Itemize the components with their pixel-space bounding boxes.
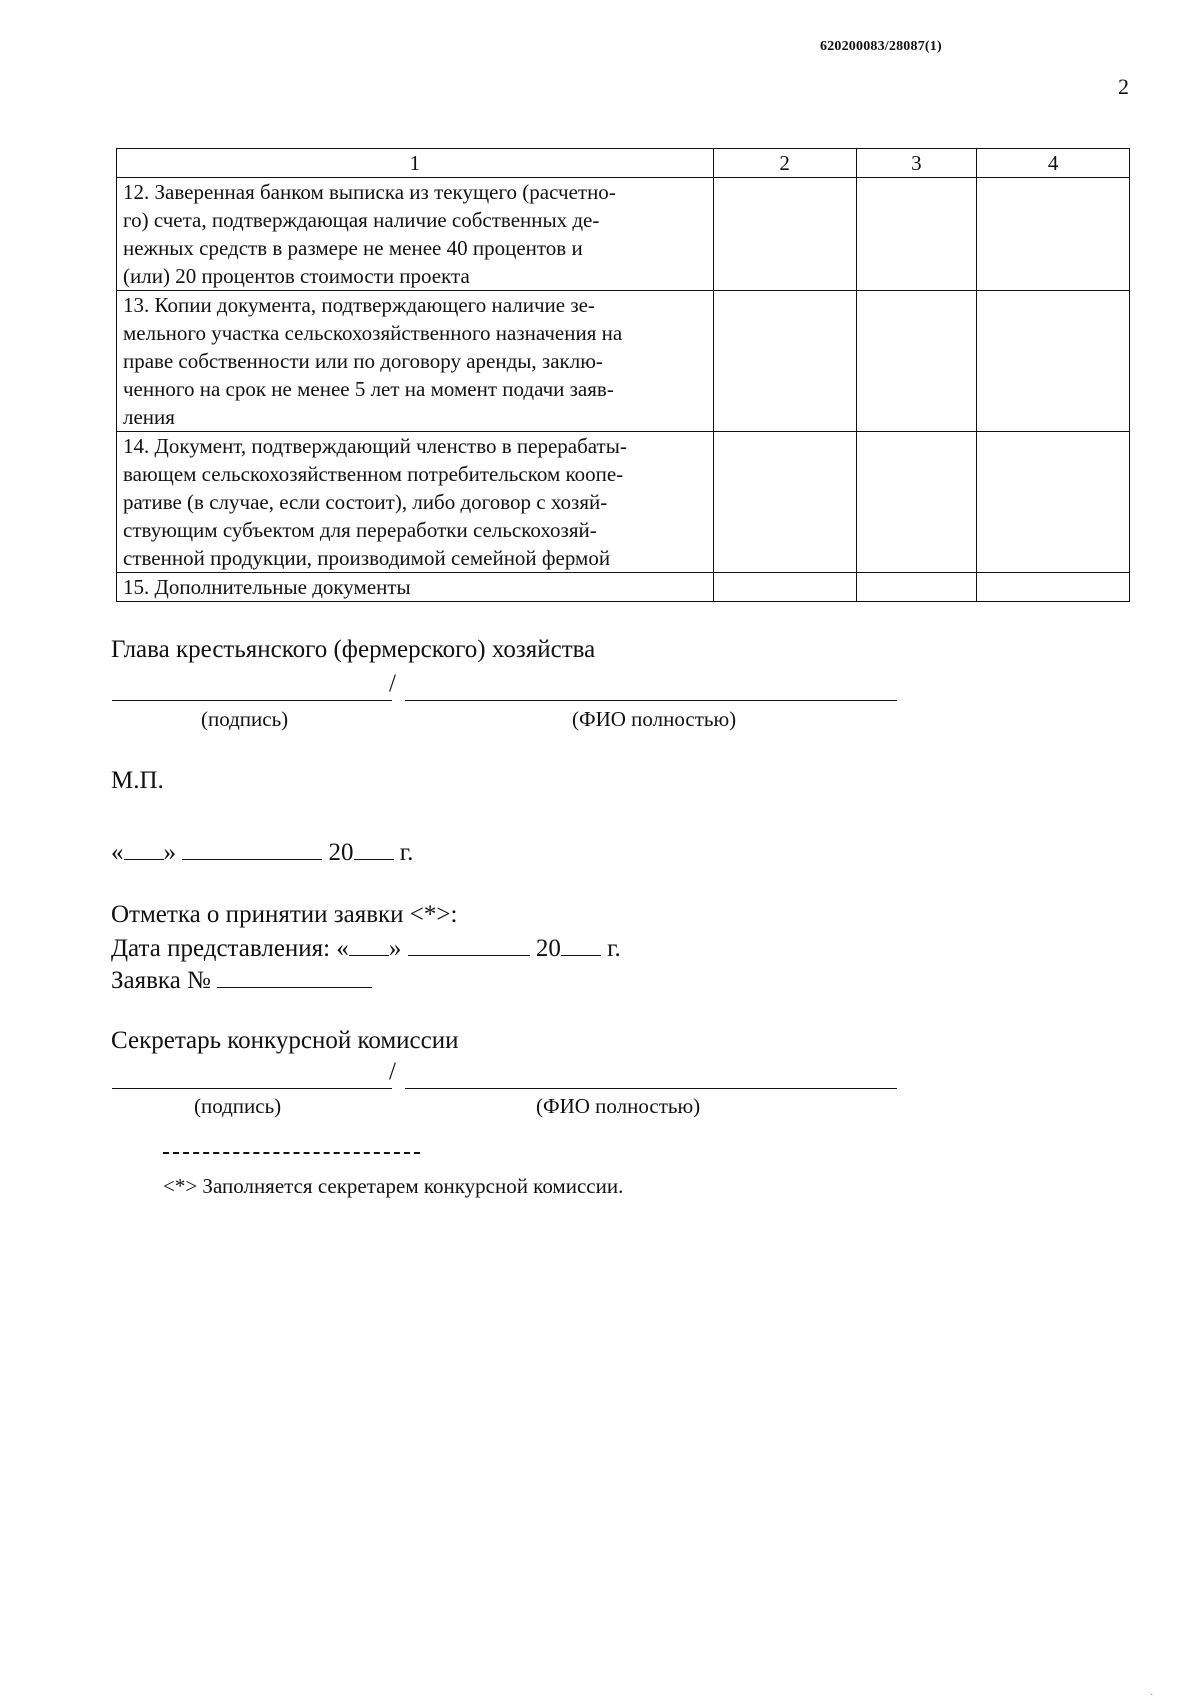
column-header: 1 <box>117 149 714 178</box>
empty-cell <box>977 432 1130 573</box>
description-line: мельного участка сельскохозяйственного назначения на <box>123 321 623 345</box>
document-description <box>117 573 714 602</box>
application-label: Заявка № <box>111 967 211 994</box>
acceptance-title: Отметка о принятии заявки <*>: <box>111 901 458 928</box>
year-field[interactable] <box>354 837 394 860</box>
page-number: 2 <box>1118 74 1129 99</box>
submission-month-field[interactable] <box>408 933 530 956</box>
application-number-line <box>111 965 372 995</box>
scan-speck: · <box>1150 1690 1154 1701</box>
description-line: 14. Документ, подтверждающий членство в перерабаты- <box>123 434 627 458</box>
description-line: ративе (в случае, если состоит), либо договор с хозяй- <box>123 490 608 514</box>
description-line: ственной продукции, производимой семейной фермой <box>123 546 611 570</box>
empty-cell <box>713 178 856 291</box>
open-quote: « <box>336 935 349 962</box>
head-signature-line[interactable] <box>112 700 392 701</box>
empty-cell <box>856 178 977 291</box>
empty-cell <box>977 573 1130 602</box>
empty-cell <box>856 432 977 573</box>
description-line: 12. Заверенная банком выписка из текущего (расчетно- <box>123 180 616 204</box>
open-quote: « <box>111 839 124 866</box>
description-line: (или) 20 процентов стоимости проекта <box>123 264 470 288</box>
document-description <box>117 291 714 432</box>
year-suffix: г. <box>607 935 621 962</box>
empty-cell <box>856 573 977 602</box>
column-header: 2 <box>713 149 856 178</box>
secretary-slash: / <box>389 1058 396 1085</box>
footnote: <*> Заполняется секретарем конкурсной комиссии. <box>163 1174 624 1198</box>
submission-day-field[interactable] <box>349 933 389 956</box>
head-name-caption: (ФИО полностью) <box>572 707 737 731</box>
year-prefix: 20 <box>535 935 561 962</box>
empty-cell <box>713 291 856 432</box>
application-number-field[interactable] <box>217 965 372 988</box>
footnote-separator <box>163 1152 420 1154</box>
head-signature-caption: (подпись) <box>201 707 289 731</box>
document-description <box>117 432 714 573</box>
empty-cell <box>977 178 1130 291</box>
description-line: вающем сельскохозяйственном потребительском коопе- <box>123 462 624 486</box>
submission-date-line <box>111 933 621 963</box>
submission-date-label: Дата представления: <box>111 935 331 962</box>
head-title: Глава крестьянского (фермерского) хозяйства <box>111 636 596 663</box>
description-line: го) счета, подтверждающая наличие собственных де- <box>123 208 600 232</box>
description-line: нежных средств в размере не менее 40 процентов и <box>123 236 583 260</box>
document-description <box>117 178 714 291</box>
description-line: ченного на срок не менее 5 лет на момент подачи заяв- <box>123 377 614 401</box>
stamp-label: М.П. <box>111 767 164 794</box>
secretary-title: Секретарь конкурсной комиссии <box>111 1027 459 1054</box>
column-header: 3 <box>856 149 977 178</box>
year-suffix: г. <box>399 839 414 866</box>
description-line: ствующим субъектом для переработки сельскохозяй- <box>123 518 597 542</box>
description-line: праве собственности или по договору аренды, заклю- <box>123 349 603 373</box>
secretary-signature-caption: (подпись) <box>194 1094 282 1118</box>
close-quote: » <box>163 839 176 866</box>
description-line: 13. Копии документа, подтверждающего наличие зе- <box>123 293 595 317</box>
head-slash: / <box>389 670 396 697</box>
document-id: 620200083/28087(1) <box>820 39 942 54</box>
empty-cell <box>977 291 1130 432</box>
description-line: ления <box>123 405 175 429</box>
column-header: 4 <box>977 149 1130 178</box>
empty-cell <box>713 573 856 602</box>
month-field[interactable] <box>182 837 322 860</box>
secretary-signature-line[interactable] <box>112 1088 392 1089</box>
head-name-line[interactable] <box>405 700 897 701</box>
documents-table <box>116 148 1130 602</box>
year-prefix: 20 <box>328 839 354 866</box>
secretary-name-line[interactable] <box>405 1088 897 1089</box>
empty-cell <box>713 432 856 573</box>
secretary-name-caption: (ФИО полностью) <box>536 1094 701 1118</box>
table-row <box>117 178 1130 291</box>
empty-cell <box>856 291 977 432</box>
description-line: 15. Дополнительные документы <box>123 575 411 599</box>
day-field[interactable] <box>124 837 164 860</box>
table-row <box>117 432 1130 573</box>
table-row <box>117 291 1130 432</box>
table-header-row <box>117 149 1130 178</box>
table-row <box>117 573 1130 602</box>
submission-year-field[interactable] <box>561 933 601 956</box>
close-quote: » <box>388 935 402 962</box>
date-line <box>111 837 413 867</box>
